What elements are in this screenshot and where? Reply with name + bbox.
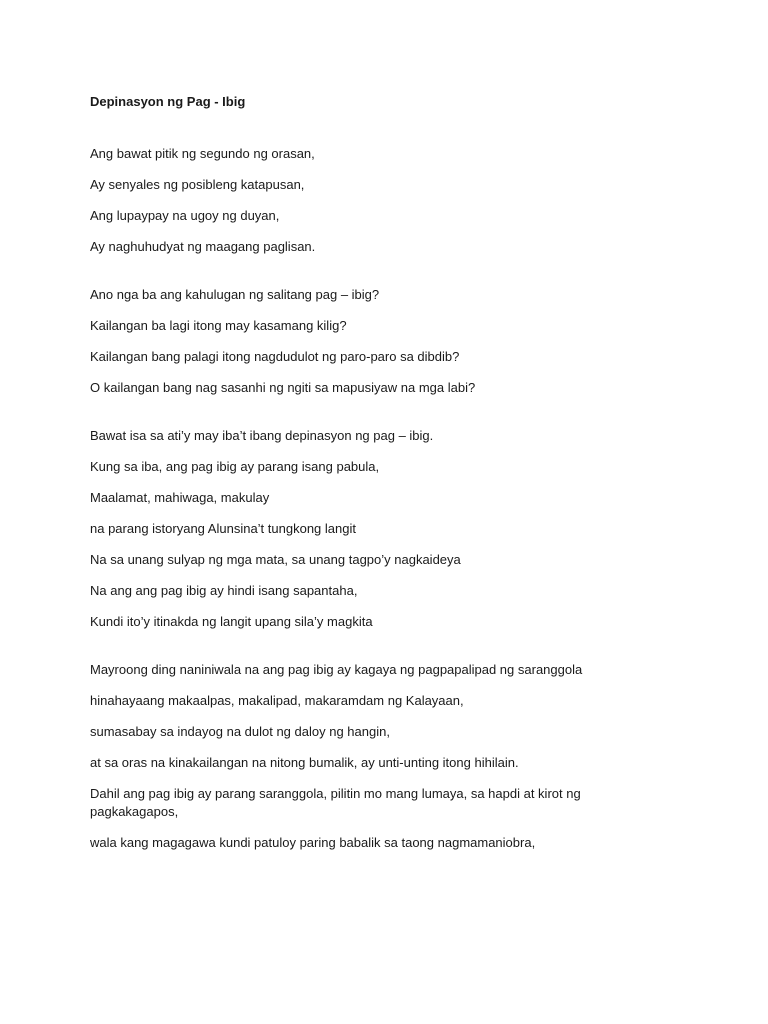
stanza-1 — [90, 145, 630, 256]
poem-line: wala kang magagawa kundi patuloy paring babalik sa taong nagmamaniobra, — [90, 835, 536, 850]
poem-line: Kailangan ba lagi itong may kasamang kilig? — [90, 318, 347, 333]
poem-line: Dahil ang pag ibig ay parang saranggola, pilitin mo mang lumaya, sa hapdi at kirot ng pagkakagapos, — [90, 786, 581, 819]
stanza-3 — [90, 427, 630, 631]
poem-line: Ay naghuhudyat ng maagang paglisan. — [90, 239, 316, 254]
poem-line: Ay senyales ng posibleng katapusan, — [90, 177, 305, 192]
document-title: Depinasyon ng Pag - Ibig — [90, 94, 246, 109]
poem-line: na parang istoryang Alunsina’t tungkong langit — [90, 521, 356, 536]
poem-line: hinahayaang makaalpas, makalipad, makaramdam ng Kalayaan, — [90, 693, 464, 708]
poem-line: Ano nga ba ang kahulugan ng salitang pag – ibig? — [90, 287, 380, 302]
poem-line: Ang bawat pitik ng segundo ng orasan, — [90, 146, 315, 161]
poem-line: Maalamat, mahiwaga, makulay — [90, 490, 270, 505]
poem-line: Kailangan bang palagi itong nagdudulot ng paro-paro sa dibdib? — [90, 349, 460, 364]
poem-line: Na sa unang sulyap ng mga mata, sa unang tagpo’y nagkaideya — [90, 552, 461, 567]
document-body — [90, 93, 630, 852]
poem-line: Kung sa iba, ang pag ibig ay parang isang pabula, — [90, 459, 380, 474]
stanza-4 — [90, 661, 630, 852]
poem-line: Ang lupaypay na ugoy ng duyan, — [90, 208, 280, 223]
poem-line: Bawat isa sa ati’y may iba’t ibang depinasyon ng pag – ibig. — [90, 428, 434, 443]
poem-line: Kundi ito’y itinakda ng langit upang sila’y magkita — [90, 614, 373, 629]
stanza-2 — [90, 286, 630, 397]
poem-line: O kailangan bang nag sasanhi ng ngiti sa mapusiyaw na mga labi? — [90, 380, 476, 395]
poem-line: sumasabay sa indayog na dulot ng daloy ng hangin, — [90, 724, 390, 739]
poem-line: at sa oras na kinakailangan na nitong bumalik, ay unti-unting itong hihilain. — [90, 755, 519, 770]
poem-line: Mayroong ding naniniwala na ang pag ibig ay kagaya ng pagpapalipad ng saranggola — [90, 662, 583, 677]
poem-line: Na ang ang pag ibig ay hindi isang sapantaha, — [90, 583, 358, 598]
